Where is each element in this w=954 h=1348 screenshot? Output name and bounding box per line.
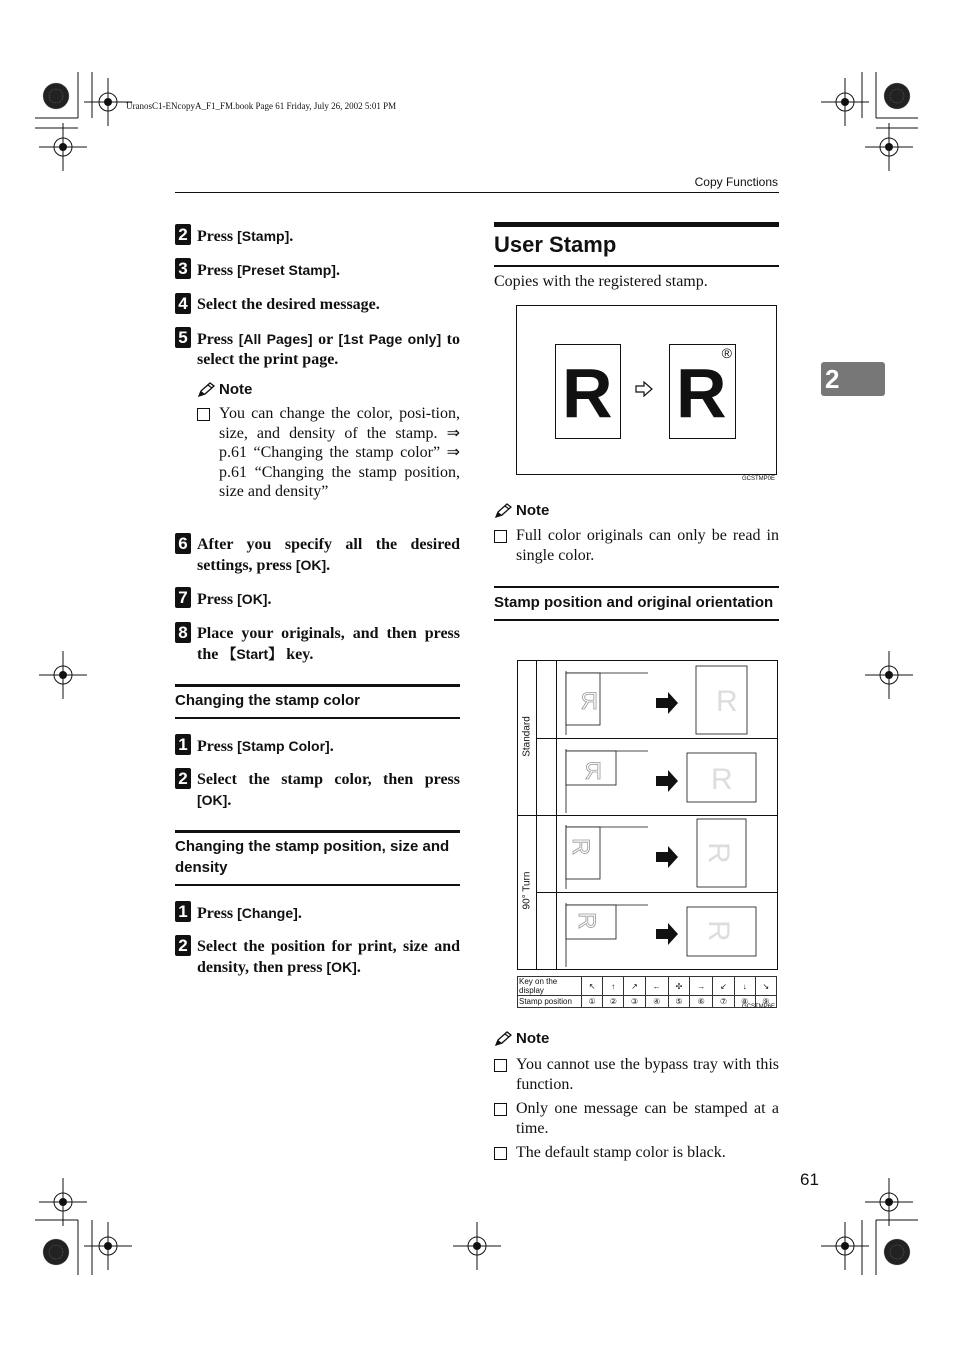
step-text [197,621,460,665]
step-text [197,257,340,281]
note-heading [494,502,549,519]
step-text-part: . [329,738,334,755]
step-text-part: . [267,591,272,608]
step-8 [175,621,460,665]
step-number: 2 [175,768,191,789]
original-page [555,344,621,439]
all-pages-key-label: [All Pages] [238,331,313,347]
step-6 [175,532,460,576]
position-cell: ① [582,996,603,1008]
step-text [197,767,460,811]
key-label: Key on the display [518,977,582,996]
key-position-table [517,976,777,1008]
note-label: Note [516,502,550,519]
step-text-part: Press [197,262,238,279]
orientation-rows-graphic [556,661,777,969]
svg-text:R: R [716,685,738,718]
step-number: 1 [175,734,191,755]
checkbox-bullet-icon [494,1147,507,1160]
step-2 [175,223,460,247]
step-text-part: or [312,331,339,348]
position-row [518,996,777,1008]
step-text-part: . [356,959,361,976]
step-4 [175,292,460,315]
key-cell: ↖ [582,977,603,996]
svg-text:R: R [567,838,594,856]
original-letter: R [562,354,613,432]
row-label-90-turn: 90° Turn [521,871,533,910]
section-title-stamp-color: Changing the stamp color [175,692,361,709]
key-cell: ↗ [624,977,645,996]
note-item [494,1143,779,1163]
row-label-standard: Standard [521,716,533,757]
step-number: 4 [175,293,191,314]
section-rule-bottom [494,619,779,621]
step-text-part: . [297,905,302,922]
intro-text: Copies with the registered stamp. [494,273,708,290]
step-3 [175,257,460,281]
step-number: 7 [175,587,191,608]
position-step-1 [175,900,460,924]
note-heading [197,381,252,398]
page-number: 61 [800,1170,819,1189]
user-stamp-figure [516,305,777,475]
step-number: 5 [175,327,191,348]
title-rule-top [494,222,779,227]
step-text-part: Select the position for print, size and density, then press [197,938,460,976]
position-cell: ③ [624,996,645,1008]
position-cell: ⑧ [734,996,755,1008]
position-cell: ② [603,996,624,1008]
step-number: 1 [175,901,191,922]
note-text: Full color originals can only be read in single color. [516,527,779,564]
step-text [197,223,293,247]
section-rule-top [175,830,460,833]
note-heading [494,1030,549,1047]
note-text: You cannot use the bypass tray with this function. [516,1056,779,1093]
preset-stamp-key-label: [Preset Stamp] [237,262,336,278]
orientation-diagram [517,660,778,970]
key-row [518,977,777,996]
step-text-part: Press [197,905,238,922]
key-cell: ↓ [734,977,755,996]
section-title-orientation: Stamp position and original orientation [494,594,774,611]
step-number: 8 [175,622,191,643]
note-label: Note [219,381,253,398]
step-text-part: Place your originals, and then press the [197,625,460,663]
header-rule [175,192,779,193]
note-text: The default stamp color is black. [516,1144,726,1161]
arrow-right-icon [634,381,654,397]
step-text-part: Press [197,331,239,348]
note-text: You can change the color, posi-tion, size, and density of the stamp. ⇒ p.61 “Changing the stamp color” ⇒ p.61 “Changing the stamp position, size and density” [219,405,460,500]
checkbox-bullet-icon [197,408,210,421]
ok-key-label: [OK] [295,557,327,573]
step-number: 2 [175,224,191,245]
step-text-part: . [326,557,331,574]
checkbox-bullet-icon [494,530,507,543]
step-text [197,532,460,576]
file-info: UranosC1-ENcopyA_F1_FM.book Page 61 Friday, July 26, 2002 5:01 PM [126,101,397,111]
figure-code: GCSTMP0E [742,476,776,482]
section-title-stamp-position: Changing the stamp position, size and density [175,838,450,876]
position-cell: ⑨ [755,996,776,1008]
svg-text:R: R [580,688,598,715]
figure-code: GCSTMP6E [742,1004,776,1010]
step-number: 3 [175,258,191,279]
section-rule-top [494,586,779,588]
ok-key-label: [OK] [326,959,357,975]
position-label: Stamp position [518,996,582,1008]
first-page-only-key-label: [1st Page only] [338,331,442,347]
position-cell: ⑤ [668,996,689,1008]
color-step-1 [175,733,460,757]
checkbox-bullet-icon [494,1103,507,1116]
svg-text:R: R [702,842,735,864]
step-text [197,292,380,315]
pencil-icon [494,503,512,519]
key-cell: ← [645,977,668,996]
step-text [197,900,302,924]
section-rule-bottom [175,717,460,719]
step-number: 6 [175,533,191,554]
page-title: User Stamp [494,232,617,257]
step-text-part: key. [282,646,314,663]
registered-mark-icon: ® [721,345,732,361]
svg-text:R: R [711,763,733,796]
key-cell: ✣ [668,977,689,996]
step-text-part: . [289,228,294,245]
pencil-icon [494,1031,512,1047]
start-key-label: 【Start】 [222,646,283,662]
note-text: Only one message can be stamped at a time. [516,1100,779,1137]
copy-letter: R [676,354,727,432]
stamp-key-label: [Stamp] [237,228,290,244]
step-text-part: Press [197,738,238,755]
title-rule-bottom [494,265,779,267]
step-text [197,934,460,978]
step-text [197,733,334,757]
key-cell: → [690,977,713,996]
position-step-2 [175,934,460,978]
copy-page [669,344,736,439]
section-rule-top [175,684,460,687]
key-cell: ↘ [755,977,776,996]
step-text [197,586,271,610]
checkbox-bullet-icon [494,1059,507,1072]
step-number: 2 [175,935,191,956]
step-text-part: After you specify all the desired settings, press [197,536,460,574]
step-text [197,326,460,370]
note-label: Note [516,1030,550,1047]
section-rule-bottom [175,884,460,886]
step-text-part: to select the print page. [197,331,460,368]
chapter-tab [821,362,885,396]
key-cell: ↑ [603,977,624,996]
color-step-2 [175,767,460,811]
position-cell: ⑥ [690,996,713,1008]
position-cell: ④ [645,996,668,1008]
note-item [494,526,779,565]
step-text-part: Press [197,591,238,608]
svg-text:R: R [573,912,600,930]
step-text-part: Press [197,228,238,245]
key-cell: ↙ [713,977,734,996]
note-item [197,404,460,502]
step-text-part: . [335,262,340,279]
step-text-part: Select the stamp color, then press [197,771,460,788]
note-item [494,1099,779,1138]
stamp-color-key-label: [Stamp Color] [237,738,330,754]
svg-text:R: R [584,758,602,785]
note-item [494,1055,779,1094]
svg-text:R: R [702,920,735,942]
pencil-icon [197,382,215,398]
position-cell: ⑦ [713,996,734,1008]
chapter-number: 2 [825,364,840,394]
section-header: Copy Functions [694,175,778,189]
step-7 [175,586,460,610]
step-text-part: . [227,792,232,809]
step-text-part: Select the desired message. [197,296,380,313]
step-5 [175,326,460,370]
ok-key-label: [OK] [197,792,228,808]
change-key-label: [Change] [237,905,298,921]
ok-key-label: [OK] [237,591,268,607]
